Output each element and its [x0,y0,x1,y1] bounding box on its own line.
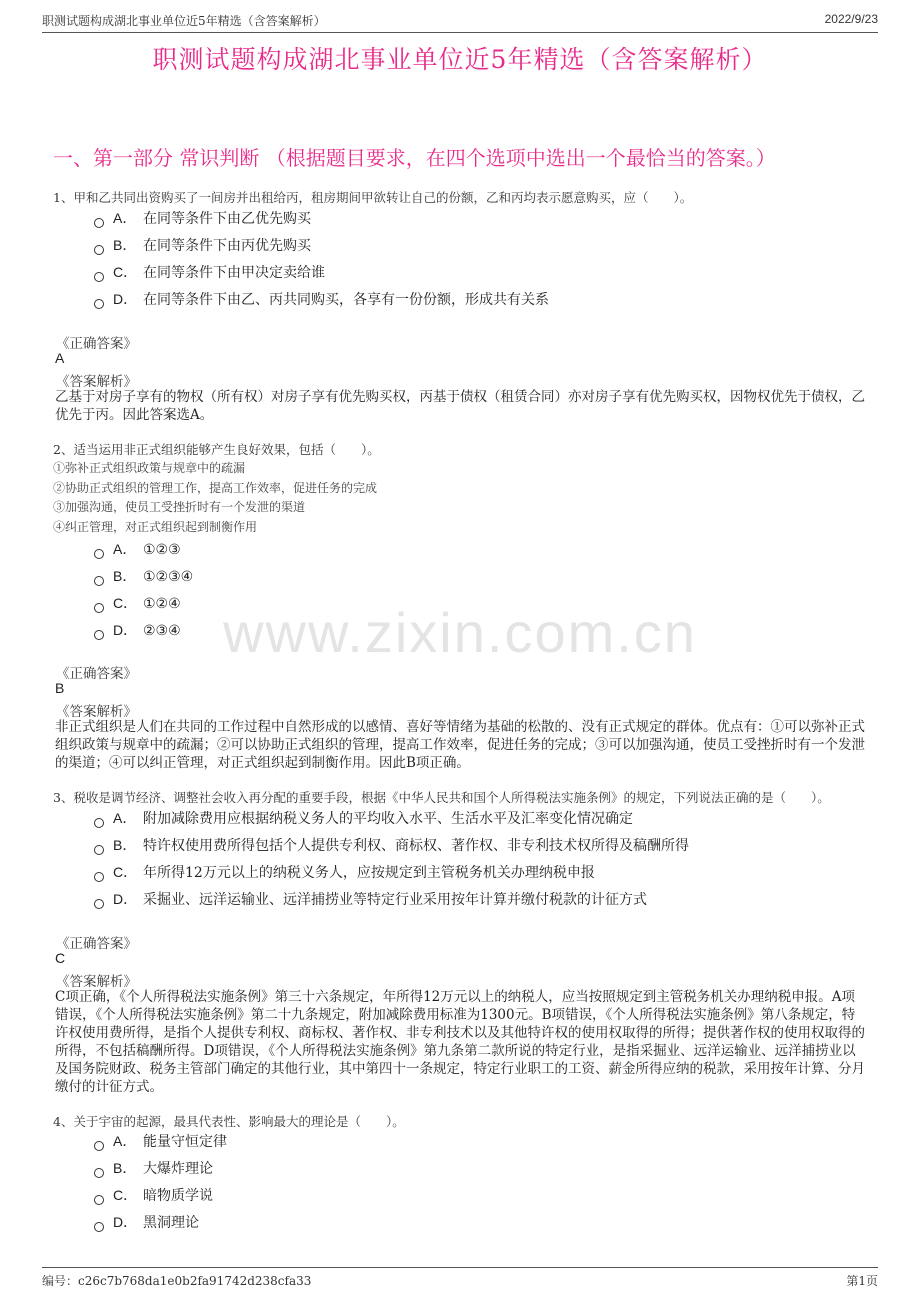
header-doc-title: 职测试题构成湖北事业单位近5年精选（含答案解析） [42,14,326,28]
question-4-stem: 4、关于宇宙的起源，最具代表性、影响最大的理论是（ ）。 [53,1114,405,1129]
footer-page-number: 第1页 [846,1274,878,1288]
analysis-label: 《答案解析》 [56,974,137,990]
question-2-option-b[interactable]: B． ①②③④ [94,566,193,586]
analysis-label: 《答案解析》 [56,374,137,390]
question-2-item: ②协助正式组织的管理工作，提高工作效率，促进任务的完成 [53,481,378,495]
answer-label: 《正确答案》 [56,666,137,682]
question-1-option-d[interactable]: D． 在同等条件下由乙、丙共同购买，各享有一份份额，形成共有关系 [94,289,549,309]
radio-icon[interactable] [94,272,104,282]
question-3-answer: C [55,950,66,966]
question-1-stem: 1、甲和乙共同出资购买了一间房并出租给丙，租房期间甲欲转让自己的份额，乙和丙均表示愿意购买，应（ ）。 [53,190,693,205]
radio-icon[interactable] [94,818,104,828]
question-3-stem: 3、税收是调节经济、调整社会收入再分配的重要手段，根据《中华人民共和国个人所得税法实施条例》的规定，下列说法正确的是（ ）。 [53,790,830,805]
question-1-option-c[interactable]: C． 在同等条件下由甲决定卖给谁 [94,262,325,282]
question-2-option-d[interactable]: D． ②③④ [94,620,181,640]
question-3-option-c[interactable]: C． 年所得12万元以上的纳税义务人，应按规定到主管税务机关办理纳税申报 [94,862,595,882]
question-2-stem: 2、适当运用非正式组织能够产生良好效果，包括（ ）。 [53,442,380,457]
footer-divider [42,1267,878,1268]
question-1-option-b[interactable]: B． 在同等条件下由丙优先购买 [94,235,311,255]
question-2-answer: B [55,680,65,696]
radio-icon[interactable] [94,218,104,228]
radio-icon[interactable] [94,630,104,640]
question-3-analysis: C项正确，《个人所得税法实施条例》第三十六条规定，年所得12万元以上的纳税人，应当按照规定到主管税务机关办理纳税申报。A项错误，《个人所得税法实施条例》第二十九条规定，附加减除费用标准为1300元。B项错误，《个人所得税法实施条例》第八条规定，特许权使用费所得，是指个人提供专利权、商标权、著作权、非专利技术以及其他特许权的使用权取得的所得；提供著作权的使用权取得的所得，不包括稿酬所得。D项错误，《个人所得税法实施条例》第九条第二款所说的特定行业，是指采掘业、远洋运输业、远洋捕捞业以及国务院财政、税务主管部门确定的其他行业，其中第四十一条规定，特定行业职工的工资、薪金所得应纳的税款，采用按年计算、分月缴付的计征方式。 [55,989,865,1095]
question-4-option-a[interactable]: A． 能量守恒定律 [94,1131,227,1151]
radio-icon[interactable] [94,576,104,586]
radio-icon[interactable] [94,245,104,255]
page-title: 职测试题构成湖北事业单位近5年精选（含答案解析） [152,45,768,74]
question-2-analysis: 非正式组织是人们在共同的工作过程中自然形成的以感情、喜好等情绪为基础的松散的、没有正式规定的群体。优点有：①可以弥补正式组织政策与规章中的疏漏；②可以协助正式组织的管理，提高工作效率，促进任务的完成；③可以加强沟通，使员工受挫折时有一个发泄的渠道；④可以纠正管理，对正式组织起到制衡作用。因此B项正确。 [55,719,865,771]
radio-icon[interactable] [94,1222,104,1232]
radio-icon[interactable] [94,1168,104,1178]
question-1-option-a[interactable]: A． 在同等条件下由乙优先购买 [94,208,311,228]
question-4-option-c[interactable]: C． 暗物质学说 [94,1185,213,1205]
footer-doc-id: 编号：c26c7b768da1e0b2fa91742d238cfa33 [42,1274,312,1288]
question-3-option-a[interactable]: A． 附加减除费用应根据纳税义务人的平均收入水平、生活水平及汇率变化情况确定 [94,808,633,828]
watermark: www.zixin.com.cn [223,601,697,664]
radio-icon[interactable] [94,899,104,909]
answer-label: 《正确答案》 [56,336,137,352]
question-2-item: ①弥补正式组织政策与规章中的疏漏 [53,461,246,475]
radio-icon[interactable] [94,299,104,309]
analysis-label: 《答案解析》 [56,704,137,720]
question-2-item: ④纠正管理，对正式组织起到制衡作用 [53,520,258,534]
radio-icon[interactable] [94,549,104,559]
answer-label: 《正确答案》 [56,936,137,952]
radio-icon[interactable] [94,872,104,882]
question-2-option-c[interactable]: C． ①②④ [94,593,181,613]
header-date: 2022/9/23 [824,12,878,26]
question-1-analysis: 乙基于对房子享有的物权（所有权）对房子享有优先购买权，丙基于债权（租赁合同）亦对房子享有优先购买权，因物权优先于债权，乙优先于丙。因此答案选A。 [55,389,865,423]
page-header [42,12,878,32]
radio-icon[interactable] [94,1141,104,1151]
radio-icon[interactable] [94,603,104,613]
question-2-item: ③加强沟通，使员工受挫折时有一个发泄的渠道 [53,500,306,514]
section-heading: 一、第一部分 常识判断 （根据题目要求，在四个选项中选出一个最恰当的答案。） [53,146,776,170]
radio-icon[interactable] [94,845,104,855]
question-4-option-b[interactable]: B． 大爆炸理论 [94,1158,213,1178]
question-3-option-b[interactable]: B． 特许权使用费所得包括个人提供专利权、商标权、著作权、非专利技术权所得及稿酬所得 [94,835,689,855]
header-divider [42,32,878,33]
question-1-answer: A [55,350,65,366]
radio-icon[interactable] [94,1195,104,1205]
question-3-option-d[interactable]: D． 采掘业、远洋运输业、远洋捕捞业等特定行业采用按年计算并缴付税款的计征方式 [94,889,647,909]
question-2-option-a[interactable]: A． ①②③ [94,539,181,559]
question-4-option-d[interactable]: D． 黑洞理论 [94,1212,199,1232]
